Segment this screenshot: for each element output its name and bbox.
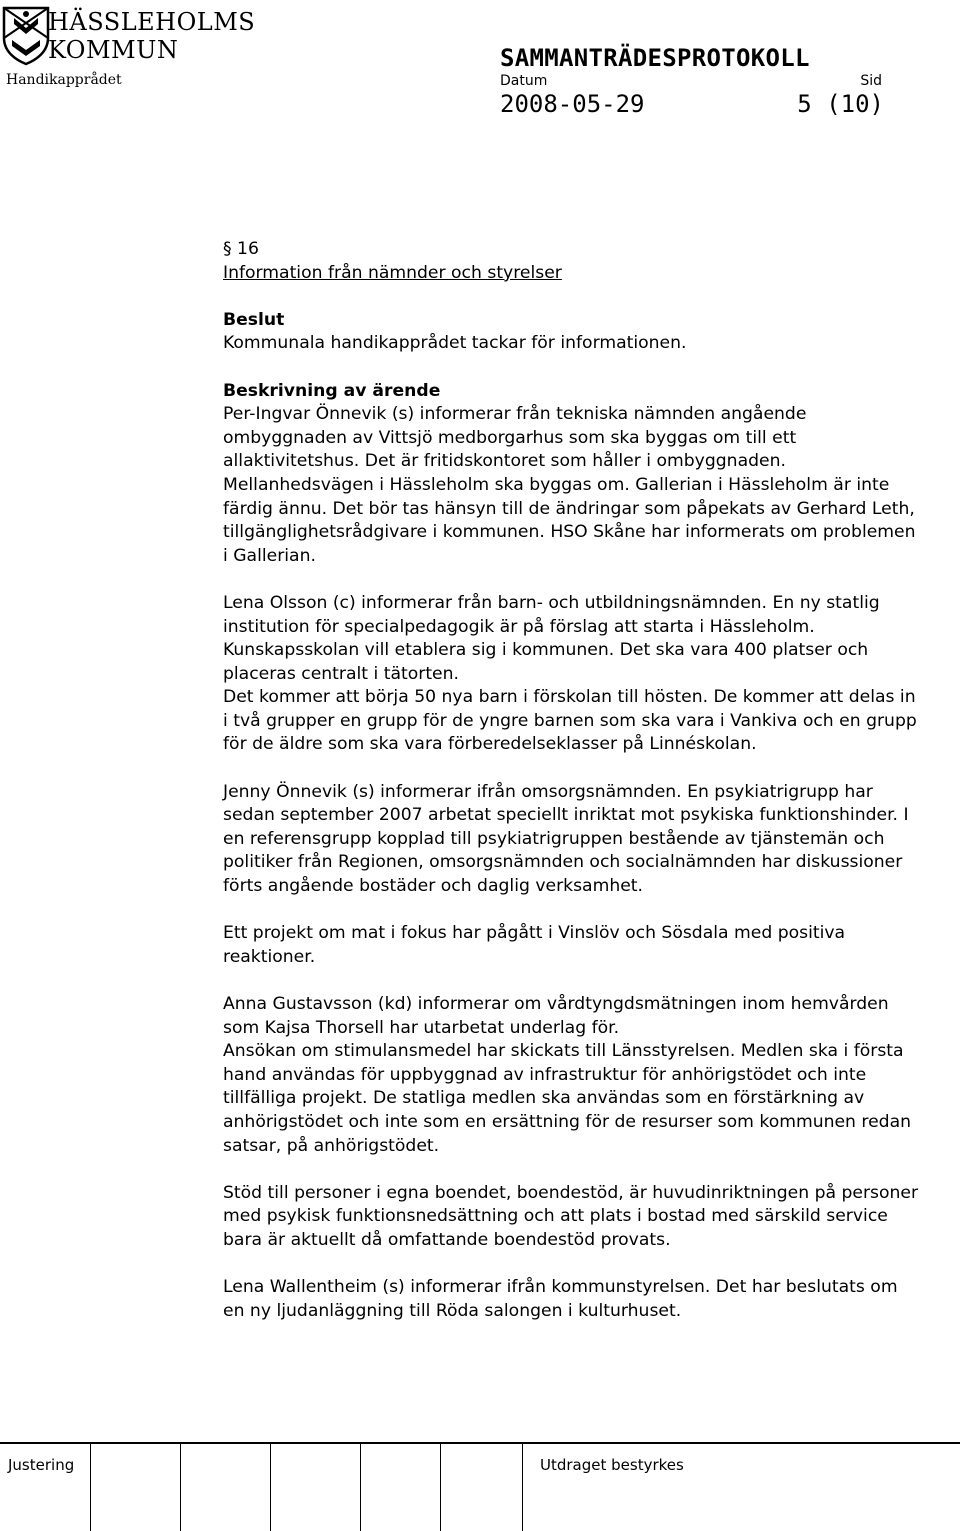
- decision-text: Kommunala handikapprådet tackar för informationen.: [223, 333, 687, 354]
- protocol-body: [223, 238, 923, 1323]
- date-label: Datum: [500, 73, 548, 89]
- date-value: 2008-05-29: [500, 90, 645, 118]
- footer-divider: [90, 1442, 91, 1531]
- footer-rule: [0, 1442, 960, 1444]
- board-name: Handikapprådet: [6, 72, 122, 88]
- footer-divider: [522, 1442, 523, 1531]
- meta-labels: [500, 73, 882, 89]
- page-label: Sid: [860, 73, 882, 89]
- page-value: 5 (10): [797, 90, 884, 118]
- meta-values: [500, 90, 884, 118]
- paragraph: Ett projekt om mat i fokus har pågått i Vinslöv och Sösdala med positiva reaktioner.: [223, 923, 846, 967]
- paragraph: Det kommer att börja 50 nya barn i förskolan till hösten. De kommer att delas in i två grupper en grupp för de yngre barnen som ska vara i Vankiva och en grupp för de äldre som ska vara förberedelseklasser på Linnéskolan.: [223, 687, 917, 755]
- section-number: § 16: [223, 239, 259, 259]
- section-title: Information från nämnder och styrelser: [223, 262, 562, 283]
- decision-heading: Beslut: [223, 309, 285, 330]
- description-heading: Beskrivning av ärende: [223, 380, 441, 401]
- paragraph: Anna Gustavsson (kd) informerar om vårdtyngdsmätningen inom hemvården som Kajsa Thorsell har utarbetat underlag för.: [223, 994, 889, 1038]
- footer-divider: [440, 1442, 441, 1531]
- org-name: [48, 8, 255, 64]
- extract-certified-label: Utdraget bestyrkes: [540, 1456, 684, 1474]
- paragraph: Stöd till personer i egna boendet, boendestöd, är huvudinriktningen på personer med psykisk funktionsnedsättning och att plats i bostad med särskild service bara är aktuellt då omfattande boendestöd provats.: [223, 1182, 919, 1250]
- org-name-line1: HÄSSLEHOLMS: [48, 8, 256, 36]
- municipal-crest-icon: [0, 4, 52, 66]
- footer-divider: [270, 1442, 271, 1531]
- justering-label: Justering: [8, 1456, 75, 1474]
- paragraph: Jenny Önnevik (s) informerar ifrån omsorgsnämnden. En psykiatrigrupp har sedan september 2007 arbetat speciellt inriktat mot psykiska funktionshinder. I en referensgrupp kopplad till psykiatrigruppen bestående av tjänstemän och politiker från Regionen, omsorgsnämnden och socialnämnden har diskussioner förts angående bostäder och daglig verksamhet.: [223, 781, 909, 897]
- org-name-line2: KOMMUN: [48, 36, 179, 64]
- paragraph: Ansökan om stimulansmedel har skickats till Länsstyrelsen. Medlen ska i första hand användas för uppbyggnad av infrastruktur för anhörigstödet och inte tillfälliga projekt. De statliga medlen ska användas som en förstärkning av anhörigstödet och inte som en ersättning för de resurser som kommunen redan satsar, på anhörigstödet.: [223, 1041, 912, 1156]
- paragraph: Lena Olsson (c) informerar från barn- och utbildningsnämnden. En ny statlig institution för specialpedagogik är på förslag att starta i Hässleholm. Kunskapsskolan vill etablera sig i kommunen. Det ska vara 400 platser och placeras centralt i tätorten.: [223, 592, 880, 684]
- paragraph: Lena Wallentheim (s) informerar ifrån kommunstyrelsen. Det har beslutats om en ny ljudanläggning till Röda salongen i kulturhuset.: [223, 1277, 898, 1321]
- footer-divider: [360, 1442, 361, 1531]
- footer-divider: [180, 1442, 181, 1531]
- paragraph: Per-Ingvar Önnevik (s) informerar från tekniska nämnden angående ombyggnaden av Vittsjö medborgarhus som ska byggas om till ett allaktivitetshus. Det är fritidskontoret som håller i ombyggnaden. Mellanhedsvägen i Hässleholm ska byggas om. Gallerian i Hässleholm är inte färdig ännu. Det bör tas hänsyn till de ändringar som påpekats av Gerhard Leth, tillgänglighetsrådgivare i kommunen. HSO Skåne har informerats om problemen i Gallerian.: [223, 404, 916, 566]
- document-title: SAMMANTRÄDESPROTOKOLL: [500, 44, 810, 72]
